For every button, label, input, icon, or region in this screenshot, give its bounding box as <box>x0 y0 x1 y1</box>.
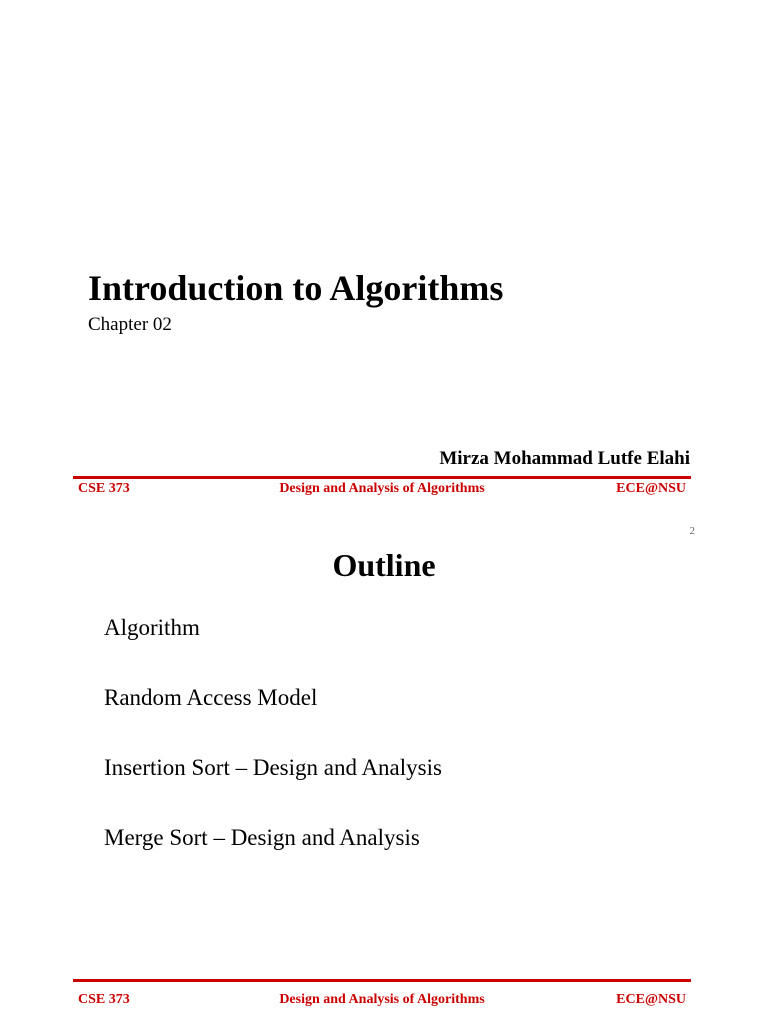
list-item: Merge Sort – Design and Analysis <box>104 825 420 850</box>
footer-course-code: CSE 373 <box>78 992 130 1007</box>
footer-department: ECE@NSU <box>616 481 686 496</box>
slide-footer <box>78 991 686 1009</box>
outline-list <box>104 612 442 892</box>
footer-divider <box>73 476 691 479</box>
footer-course-code: CSE 373 <box>78 481 130 496</box>
outline-heading: Outline <box>332 547 436 583</box>
list-item: Random Access Model <box>104 685 318 710</box>
footer-department: ECE@NSU <box>616 992 686 1007</box>
outline-slide <box>0 512 768 1024</box>
slide-footer <box>78 480 686 498</box>
footer-course-title: Design and Analysis of Algorithms <box>279 481 485 496</box>
page-number: 2 <box>689 525 695 537</box>
list-item: Insertion Sort – Design and Analysis <box>104 755 442 780</box>
footer-course-title: Design and Analysis of Algorithms <box>279 992 485 1007</box>
author-name: Mirza Mohammad Lutfe Elahi <box>439 448 690 469</box>
list-item: Algorithm <box>104 615 200 640</box>
slide-title: Introduction to Algorithms <box>88 268 504 308</box>
slide-subtitle: Chapter 02 <box>88 314 172 335</box>
footer-divider <box>73 979 691 982</box>
